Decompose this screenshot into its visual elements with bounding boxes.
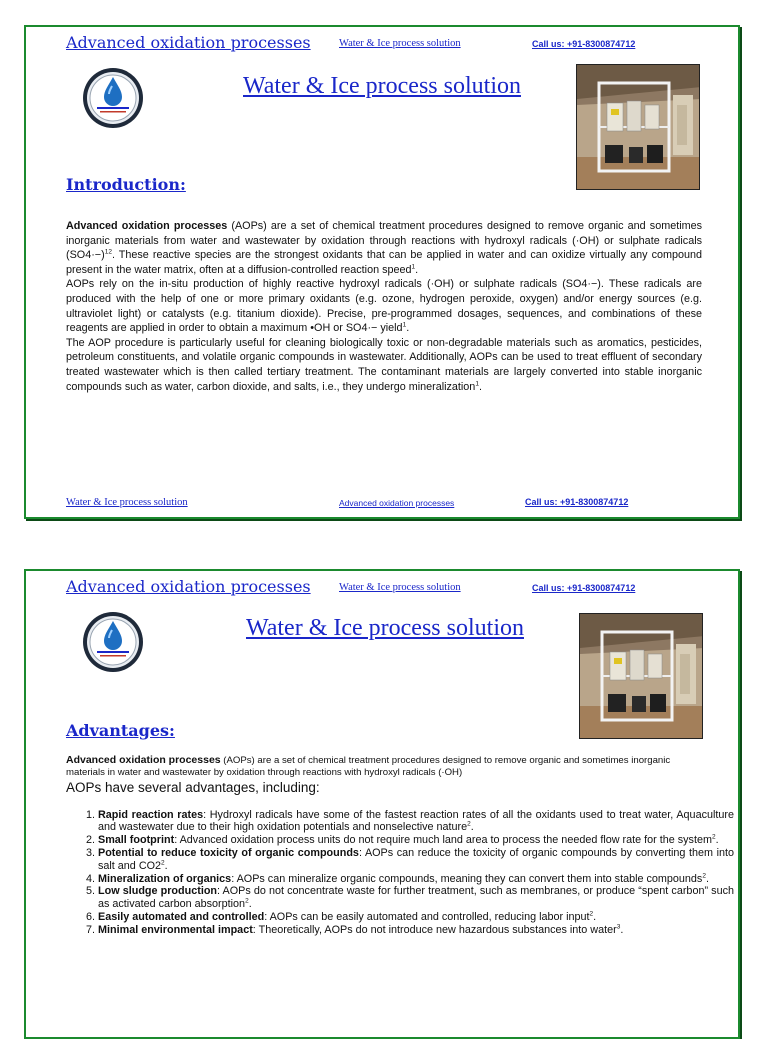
header-call-link[interactable]: Call us: +91-8300874712 bbox=[532, 583, 636, 593]
intro-paragraph-2 bbox=[66, 277, 702, 335]
advantage-item bbox=[98, 885, 734, 910]
paragraph-text: (AOPs) are a set of chemical treatment procedures designed to remove organic and sometimes inorganic materials from water and wastewater by oxidation through reactions with hydroxyl radicals (·OH) or sulphate radicals (SO4·−) bbox=[66, 220, 702, 262]
header-company-link[interactable]: Water & Ice process solution bbox=[339, 38, 461, 49]
paragraph-end: . bbox=[406, 322, 410, 335]
advantage-title: Low sludge production bbox=[98, 885, 218, 898]
header-company-link[interactable]: Water & Ice process solution bbox=[339, 582, 461, 593]
footnote-ref[interactable]: 1 bbox=[475, 379, 479, 387]
header-title-link[interactable]: Advanced oxidation processes bbox=[66, 33, 311, 52]
water-drop-logo-icon bbox=[82, 611, 144, 673]
advantage-title: Mineralization of organics bbox=[98, 872, 232, 885]
water-drop-logo-icon bbox=[82, 67, 144, 129]
advantage-title: Small footprint bbox=[98, 834, 175, 847]
footnote-ref[interactable]: 2 bbox=[589, 910, 594, 918]
footer-topic-link[interactable]: Advanced oxidation processes bbox=[339, 498, 455, 508]
header-call-link[interactable]: Call us: +91-8300874712 bbox=[532, 39, 636, 49]
header-title-link[interactable]: Advanced oxidation processes bbox=[66, 577, 311, 596]
advantage-title: Potential to reduce toxicity of organic compounds bbox=[98, 847, 359, 860]
brand-title-link[interactable]: Water & Ice process solution bbox=[246, 615, 524, 641]
advantage-text: : AOPs can reduce the toxicity of organic compounds by converting them into salt and CO2 bbox=[98, 847, 734, 872]
section-title-advantages: Advantages: bbox=[66, 721, 175, 740]
advantage-end: . bbox=[620, 923, 624, 936]
advantages-intro bbox=[66, 754, 706, 779]
advantages-lead-in: AOPs have several advantages, including: bbox=[66, 780, 320, 795]
advantage-text: : AOPs do not concentrate waste for further treatment, such as membranes, or produce “spent carbon” such as activated carbon absorption bbox=[98, 885, 734, 910]
section-title-introduction: Introduction: bbox=[66, 175, 186, 194]
footnote-ref[interactable]: 3 bbox=[616, 923, 621, 931]
advantage-item bbox=[98, 847, 734, 872]
advantage-end: . bbox=[593, 910, 597, 923]
advantage-end: . bbox=[248, 897, 252, 910]
footnote-ref[interactable]: 12 bbox=[104, 248, 112, 256]
footnote-ref[interactable]: 2 bbox=[711, 833, 716, 841]
page-footer bbox=[66, 497, 728, 513]
brand-title-link[interactable]: Water & Ice process solution bbox=[243, 73, 521, 99]
advantage-item bbox=[98, 924, 734, 936]
paragraph-text: The AOP procedure is particularly useful for cleaning biologically toxic or non-degradable materials such as aromatics, pesticides, petroleum constituents, and volatile organic compounds in wastewater. Additionally, AOPs can be used to treat effluent of secondary treated wastewater which is then called tertiary treatment. The contaminant materials are largely converted into stable inorganic compounds such as water, carbon dioxide, and salts, i.e., they undergo mineralization bbox=[66, 336, 702, 393]
document-page-1 bbox=[24, 25, 740, 519]
footer-call-link[interactable]: Call us: +91-8300874712 bbox=[525, 497, 629, 507]
advantage-text: : Hydroxyl radicals have some of the fastest reaction rates of all the oxidants used to treat water, Aquaculture and wastewater due to their high oxidation potentials and nonselective nature bbox=[98, 809, 734, 834]
footnote-ref[interactable]: 1 bbox=[411, 263, 416, 271]
advantage-item bbox=[98, 834, 734, 846]
paragraph-end: . bbox=[415, 263, 419, 276]
paragraph-text: AOPs rely on the in-situ production of highly reactive hydroxyl radicals (·OH) or sulphate radicals (SO4·−). These radicals are produced with the help of one or more primary oxidants (e.g. ozone, hydrogen peroxide, oxygen) and/or energy sources (e.g. ultraviolet light) or catalysts (e.g. titanium dioxide). Precise, pre-programmed dosages, sequences, and combinations of these reagents are applied in order to obtain a maximum •OH or SO4·− yield bbox=[66, 278, 702, 335]
introduction-body bbox=[66, 219, 702, 394]
footnote-ref[interactable]: 2 bbox=[245, 897, 249, 905]
page-header bbox=[66, 577, 728, 601]
treatment-plant-photo bbox=[579, 613, 703, 739]
advantage-end: . bbox=[705, 872, 709, 885]
advantage-item bbox=[98, 809, 734, 834]
advantages-list bbox=[66, 809, 734, 937]
advantage-item bbox=[98, 873, 734, 885]
paragraph-end: . bbox=[478, 380, 482, 393]
intro-paragraph-3 bbox=[66, 336, 702, 394]
advantage-end: . bbox=[470, 821, 474, 834]
footer-company-link[interactable]: Water & Ice process solution bbox=[66, 497, 188, 508]
paragraph-text: (AOPs) are a set of chemical treatment procedures designed to remove organic and sometimes inorganic materials in water and wastewater by oxidation through reactions with hydroxyl radicals (·OH) bbox=[66, 755, 671, 778]
advantage-title: Minimal environmental impact bbox=[98, 923, 253, 936]
footnote-ref[interactable]: 2 bbox=[161, 859, 165, 867]
advantage-text: : Theoretically, AOPs do not introduce new hazardous substances into water bbox=[252, 923, 617, 936]
treatment-plant-photo bbox=[576, 64, 700, 190]
page-header bbox=[66, 33, 728, 57]
footnote-ref[interactable]: 2 bbox=[467, 820, 471, 828]
advantage-title: Rapid reaction rates bbox=[98, 809, 204, 821]
term-aop: Advanced oxidation processes bbox=[66, 754, 221, 766]
advantage-text: : AOPs can be easily automated and controlled, reducing labor input bbox=[264, 910, 590, 923]
footnote-ref[interactable]: 2 bbox=[702, 871, 706, 879]
intro-paragraph-1 bbox=[66, 219, 702, 277]
advantage-title: Easily automated and controlled bbox=[98, 910, 265, 923]
footnote-ref[interactable]: 1 bbox=[402, 321, 407, 329]
document-page-2 bbox=[24, 569, 740, 1039]
paragraph-text: . These reactive species are the strongest oxidants that can be applied in water and can oxidize virtually any compound present in the water matrix, often at a diffusion-controlled reaction speed bbox=[66, 249, 702, 276]
advantage-end: . bbox=[715, 834, 719, 847]
term-aop: Advanced oxidation processes bbox=[66, 220, 228, 232]
advantage-end: . bbox=[164, 859, 168, 872]
advantage-item bbox=[98, 911, 734, 923]
advantage-text: : Advanced oxidation process units do not require much land area to process the needed flow rate for the system bbox=[174, 834, 712, 847]
advantage-text: : AOPs can mineralize organic compounds, meaning they can convert them into stable compounds bbox=[231, 872, 703, 885]
